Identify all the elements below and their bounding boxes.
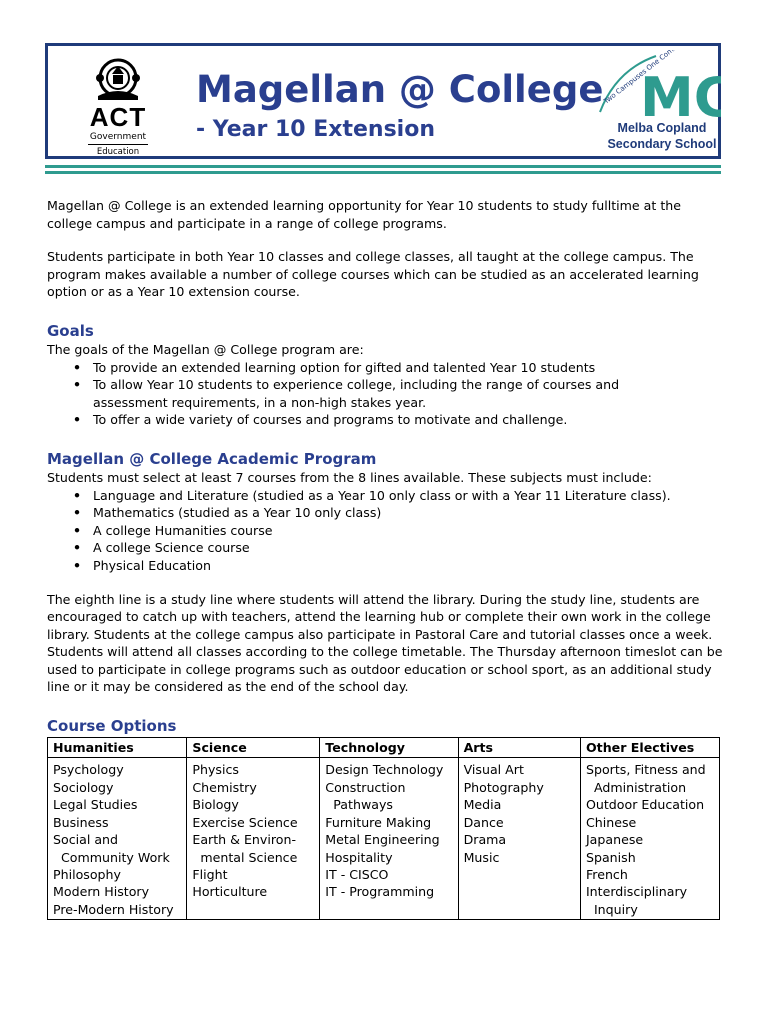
intro-paragraph-1: Magellan @ College is an extended learning opportunity for Year 10 students to study fulltime at the college campus and participate in a range of college programs. [47, 198, 682, 231]
course-item: Pathways [333, 797, 393, 813]
course-item: Business [53, 814, 109, 830]
school-name [603, 120, 721, 152]
column-header: Technology [320, 738, 458, 758]
header-rule-lines [45, 165, 721, 177]
course-item: Exercise Science [192, 814, 298, 830]
course-item: Dance [463, 814, 504, 830]
intro-paragraph-2: Students participate in both Year 10 classes and college classes, all taught at the college campus. The program makes available a number of college courses which can be studied as an accelerated learning option or as a Year 10 extension course. [47, 249, 699, 300]
list-item: • Physical Education [93, 557, 727, 575]
course-item: Philosophy [53, 866, 121, 882]
course-item: Hospitality [325, 849, 393, 865]
course-item: Design Technology [325, 762, 444, 778]
course-item: IT - CISCO [325, 866, 389, 882]
course-item: IT - Programming [325, 884, 435, 900]
program-lead: Students must select at least 7 courses from the 8 lines available. These subjects must include: [47, 469, 652, 485]
course-item: Drama [463, 832, 507, 848]
column-header: Other Electives [580, 738, 719, 758]
list-item: • To provide an extended learning option for gifted and talented Year 10 students [93, 359, 727, 377]
course-item: Chinese [585, 814, 637, 830]
course-item: Sociology [53, 779, 114, 795]
list-item: • To allow Year 10 students to experience college, including the range of courses and assessment requirements, in a non-high stakes year. [93, 376, 727, 411]
act-logo-text: ACT [89, 102, 147, 132]
document-header [45, 43, 721, 159]
course-item: Earth & Environ- [192, 832, 296, 848]
course-item: Furniture Making [325, 814, 432, 830]
goals-lead: The goals of the Magellan @ College program are: [47, 341, 364, 357]
goals-list [47, 359, 727, 429]
table-row [48, 758, 720, 920]
course-item: Community Work [61, 849, 170, 865]
course-item: Pre-Modern History [53, 901, 174, 917]
course-item: Flight [192, 866, 228, 882]
mc-letters: MC [640, 66, 721, 122]
course-item: mental Science [200, 849, 298, 865]
column-header: Humanities [48, 738, 187, 758]
course-options-table [47, 737, 720, 920]
course-item: Psychology [53, 762, 124, 778]
course-item: Inquiry [593, 901, 638, 917]
course-options-heading: Course Options [47, 717, 177, 736]
logo-divider [88, 144, 148, 145]
course-item: Modern History [53, 884, 150, 900]
course-item: Legal Studies [53, 797, 138, 813]
list-item: • A college Science course [93, 539, 727, 557]
course-item: Interdisciplinary [585, 884, 688, 900]
course-item: Construction [325, 779, 406, 795]
course-cell-humanities [48, 758, 187, 920]
course-item: Visual Art [463, 762, 524, 778]
goals-heading: Goals [47, 321, 94, 340]
act-government-logo [78, 52, 158, 156]
course-cell-other-electives [580, 758, 719, 920]
course-cell-arts [458, 758, 580, 920]
course-item: Chemistry [192, 779, 257, 795]
course-item: Administration [593, 779, 687, 795]
program-list [47, 487, 727, 575]
government-text: Government [89, 132, 147, 142]
course-item: Spanish [585, 849, 636, 865]
mc-monogram-icon [596, 50, 721, 122]
school-name-line2: Secondary School [607, 137, 717, 151]
course-item: Sports, Fitness and [585, 762, 706, 778]
document-body [47, 197, 727, 920]
column-header: Arts [458, 738, 580, 758]
coat-of-arms-icon [92, 56, 144, 104]
course-item: Music [463, 849, 500, 865]
list-item: • Language and Literature (studied as a Year 10 only class or with a Year 11 Literature class). [93, 487, 727, 505]
course-item: Social and [53, 832, 119, 848]
program-heading: Magellan @ College Academic Program [47, 449, 377, 468]
education-text: Education [96, 147, 140, 157]
course-item: Outdoor Education [585, 797, 705, 813]
rule-line [45, 171, 721, 174]
list-item: • A college Humanities course [93, 522, 727, 540]
column-header: Science [187, 738, 320, 758]
rule-line [45, 165, 721, 168]
list-item: • Mathematics (studied as a Year 10 only class) [93, 504, 727, 522]
course-cell-science [187, 758, 320, 920]
course-item: Biology [192, 797, 239, 813]
page-subtitle: - Year 10 Extension [196, 117, 435, 142]
course-item: Japanese [585, 832, 644, 848]
school-name-line1: Melba Copland [617, 121, 707, 135]
svg-text:Two Campuses One Community: Two Campuses One Community [602, 50, 695, 106]
course-item: French [585, 866, 628, 882]
table-header-row [48, 738, 720, 758]
page-title: Magellan @ College [196, 68, 604, 111]
course-item: Metal Engineering [325, 832, 440, 848]
course-cell-technology [320, 758, 458, 920]
course-item: Physics [192, 762, 239, 778]
list-item: • To offer a wide variety of courses and programs to motivate and challenge. [93, 411, 727, 429]
course-item: Media [463, 797, 502, 813]
study-line-paragraph: The eighth line is a study line where students will attend the library. During the study line, students are encouraged to catch up with teachers, attend the learning hub or complete their own work in the college library. Students at the college campus also participate in Pastoral Care and tutorial classes once a week. Students will attend all classes according to the college timetable. The Thursday afternoon timeslot can be used to participate in college programs such as outdoor education or school sport, as an additional study line or it may be considered as the end of the school day. [47, 591, 723, 695]
course-item: Photography [463, 779, 544, 795]
course-item: Horticulture [192, 884, 268, 900]
